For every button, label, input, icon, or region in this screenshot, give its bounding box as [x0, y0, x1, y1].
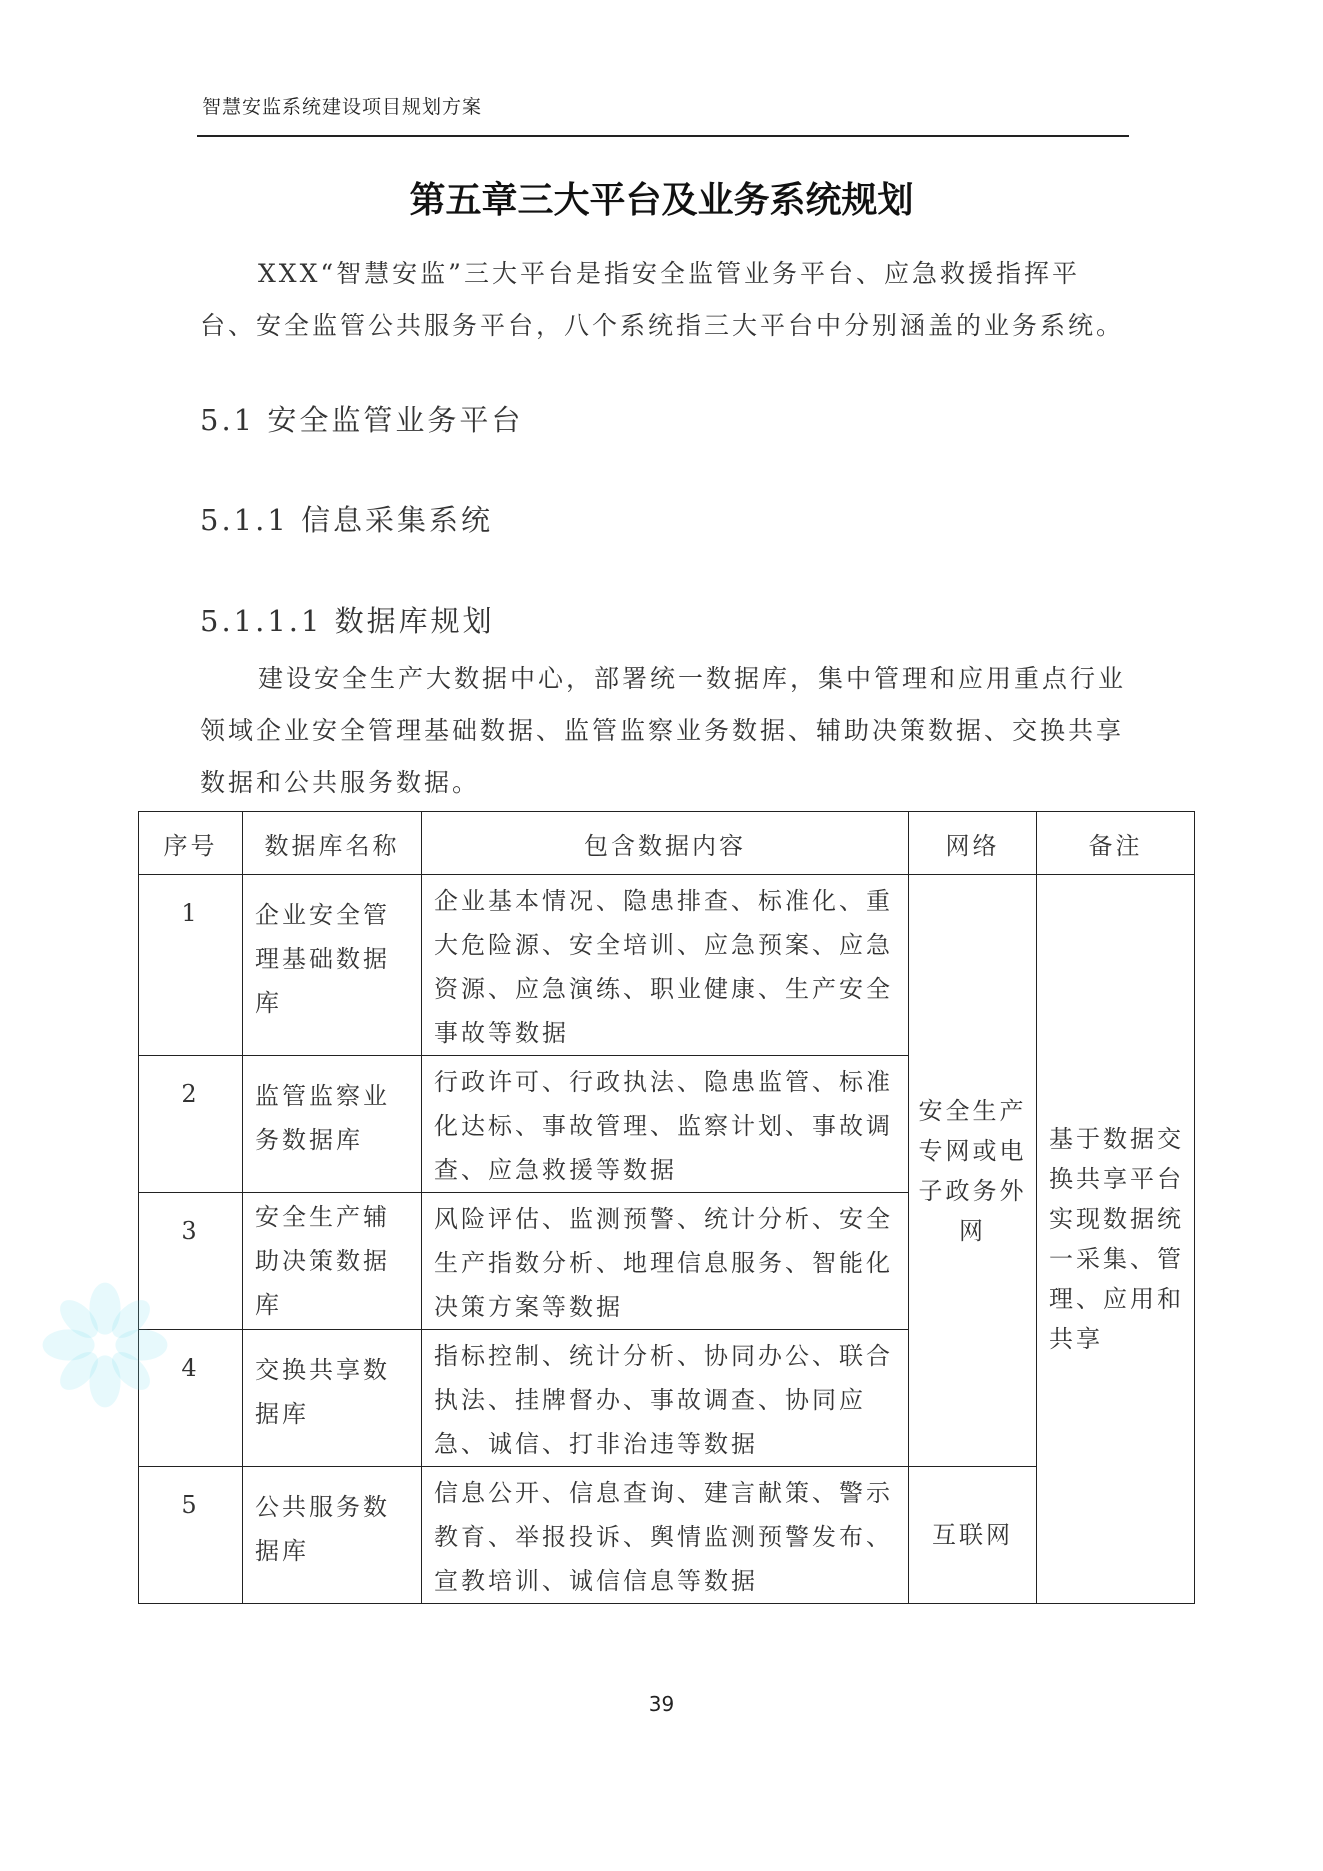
watermark-flower-icon: [40, 1280, 170, 1410]
row-db-name: 安全生产辅助决策数据库: [243, 1193, 422, 1330]
row-content: 信息公开、信息查询、建言献策、警示教育、举报投诉、舆情监测预警发布、宣教培训、诚信信息等数据: [422, 1467, 909, 1604]
intro-paragraph: XXX“智慧安监”三大平台是指安全监管业务平台、应急救援指挥平台、安全监管公共服务平台，八个系统指三大平台中分别涵盖的业务系统。: [200, 259, 1125, 340]
document-header: 智慧安监系统建设项目规划方案: [202, 96, 483, 118]
row-number: 2: [139, 1056, 243, 1193]
header-db-name: 数据库名称: [243, 812, 422, 875]
page-number: 39: [648, 1692, 675, 1716]
section-heading-5-1-1: 5.1.1 信息采集系统: [200, 503, 494, 537]
row-content: 指标控制、统计分析、协同办公、联合执法、挂牌督办、事故调查、协同应急、诚信、打非治违等数据: [422, 1330, 909, 1467]
table-row: [139, 875, 1195, 1056]
row-number: 4: [139, 1330, 243, 1467]
table-row: [139, 1467, 1195, 1604]
watermark-text: ​: [870, 690, 978, 798]
header-network: 网络: [909, 812, 1037, 875]
row-db-name: 交换共享数据库: [243, 1330, 422, 1467]
database-paragraph: 建设安全生产大数据中心，部署统一数据库，集中管理和应用重点行业领域企业安全管理基础数据、监管监察业务数据、辅助决策数据、交换共享数据和公共服务数据。: [200, 664, 1127, 797]
network-cell-internet: 互联网: [909, 1467, 1037, 1604]
row-content: 风险评估、监测预警、统计分析、安全生产指数分析、地理信息服务、智能化决策方案等数据: [422, 1193, 909, 1330]
network-cell-private: 安全生产专网或电子政务外网: [909, 875, 1037, 1467]
header-divider: [197, 135, 1129, 137]
section-heading-5-1: 5.1 安全监管业务平台: [200, 403, 524, 437]
row-db-name: 监管监察业务数据库: [243, 1056, 422, 1193]
row-number: 5: [139, 1467, 243, 1604]
database-table: [138, 811, 1195, 1604]
row-content: 行政许可、行政执法、隐患监管、标准化达标、事故管理、监察计划、事故调查、应急救援等数据: [422, 1056, 909, 1193]
header-no: 序号: [139, 812, 243, 875]
note-cell: 基于数据交换共享平台实现数据统一采集、管理、应用和共享: [1037, 875, 1195, 1604]
row-number: 1: [139, 875, 243, 1056]
row-content: 企业基本情况、隐患排查、标准化、重大危险源、安全培训、应急预案、应急资源、应急演练、职业健康、生产安全事故等数据: [422, 875, 909, 1056]
table-header-row: [139, 812, 1195, 875]
section-heading-5-1-1-1: 5.1.1.1 数据库规划: [200, 604, 495, 638]
chapter-title: 第五章三大平台及业务系统规划: [409, 180, 914, 221]
header-note: 备注: [1037, 812, 1195, 875]
header-content: 包含数据内容: [422, 812, 909, 875]
row-db-name: 公共服务数据库: [243, 1467, 422, 1604]
row-db-name: 企业安全管理基础数据库: [243, 875, 422, 1056]
watermark-text: ​: [40, 720, 164, 844]
row-number: 3: [139, 1193, 243, 1330]
